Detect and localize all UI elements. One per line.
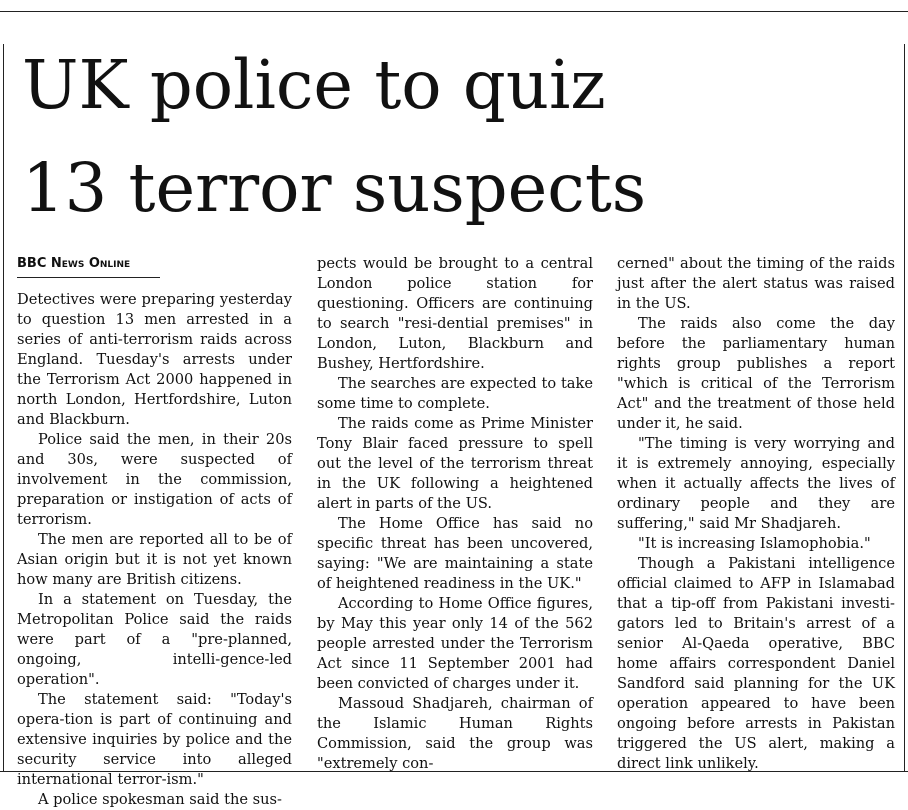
- byline: BBC News Online: [17, 254, 160, 278]
- article-headline: [22, 34, 902, 240]
- paragraph: Massoud Shadjareh, chairman of the Islamic Human Rights Commission, said the group was "extremely con-: [317, 695, 593, 772]
- paragraph: cerned" about the timing of the raids just after the alert status was raised in the US.: [617, 255, 895, 312]
- top-rule: [0, 11, 908, 12]
- paragraph: The men are reported all to be of Asian origin but it is not yet known how many are British citizens.: [17, 531, 292, 588]
- paragraph: The searches are expected to take some time to complete.: [317, 375, 593, 412]
- paragraph: "The timing is very worrying and it is extremely annoying, especially when it actually affects the lives of ordinary people and they are suffering," said Mr Shadjareh.: [617, 435, 895, 532]
- paragraph: In a statement on Tuesday, the Metropolitan Police said the raids were part of a "pre-planned, ongoing, intelli-gence-led operation".: [17, 591, 292, 688]
- paragraph: The Home Office has said no specific threat has been uncovered, saying: "We are maintaining a state of heightened readiness in the UK.": [317, 515, 593, 592]
- headline-line-1: UK police to quiz: [22, 46, 606, 124]
- article-column-3: [617, 254, 895, 774]
- article-column-2: [317, 254, 593, 774]
- paragraph: A police spokesman said the sus-: [38, 791, 282, 808]
- paragraph: pects would be brought to a central London police station for questioning. Officers are continuing to search "resi-dential premises" in London, Luton, Blackburn and Bushey, Hertfordshire.: [317, 255, 593, 372]
- headline-line-2: 13 terror suspects: [22, 149, 647, 227]
- paragraph: The raids come as Prime Minister Tony Blair faced pressure to spell out the level of the terrorism threat in the UK following a heightened alert in parts of the US.: [317, 415, 593, 512]
- paragraph: According to Home Office figures, by May this year only 14 of the 562 people arrested under the Terrorism Act since 11 September 2001 had been convicted of charges under it.: [317, 595, 593, 692]
- paragraph: Detectives were preparing yesterday to question 13 men arrested in a series of anti-terrorism raids across England. Tuesday's arrests under the Terrorism Act 2000 happened in north London, Hertfordshire, Luton and Blackburn.: [17, 291, 292, 428]
- left-border: [3, 44, 4, 771]
- paragraph: "It is increasing Islamophobia.": [638, 535, 871, 552]
- right-border: [904, 44, 905, 771]
- paragraph: Police said the men, in their 20s and 30s, were suspected of involvement in the commission, preparation or instigation of acts of terrorism.: [17, 431, 292, 528]
- paragraph: The statement said: "Today's opera-tion is part of continuing and extensive inquiries by police and the security service into alleged international terror-ism.": [17, 691, 292, 788]
- article-column-1: [17, 254, 292, 810]
- paragraph: The raids also come the day before the parliamentary human rights group publishes a report "which is critical of the Terrorism Act" and the treatment of those held under it, he said.: [617, 315, 895, 432]
- paragraph: Though a Pakistani intelligence official claimed to AFP in Islamabad that a tip-off from Pakistani investi-gators led to Britain's arrest of a senior Al-Qaeda operative, BBC home affairs correspondent Daniel Sandford said planning for the UK operation appeared to have been ongoing before arrests in Pakistan triggered the US alert, making a direct link unlikely.: [617, 555, 895, 772]
